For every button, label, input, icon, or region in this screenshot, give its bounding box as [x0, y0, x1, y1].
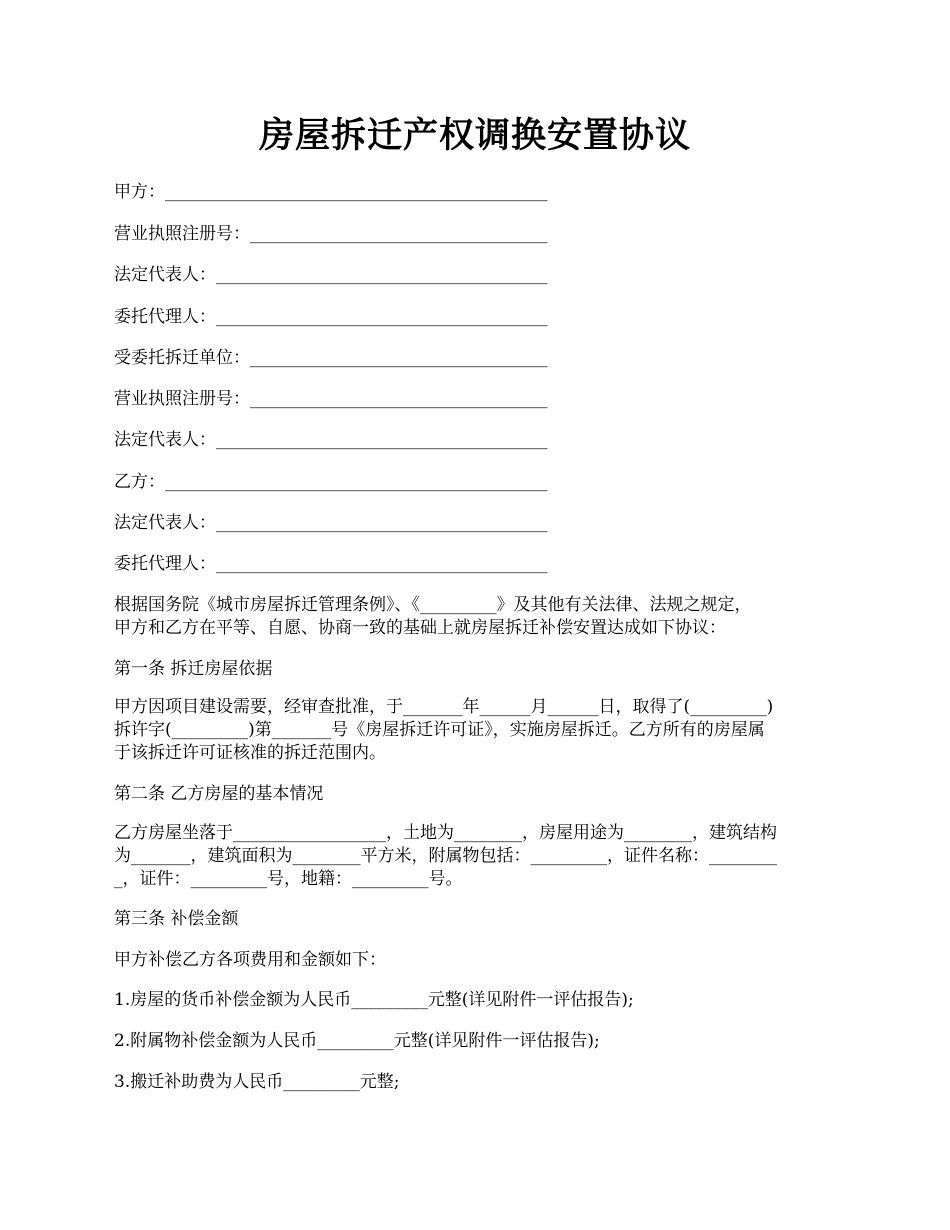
article3-heading: 第三条 补偿金额	[114, 909, 239, 929]
article1-body	[114, 696, 842, 765]
article1-line: 甲方因项目建设需要，经审查批准，于_______年______月______日，取得了(_________)	[114, 697, 774, 717]
field-agent-a: 委托代理人：_______________________________________	[114, 307, 548, 327]
intro-line: 甲方和乙方在平等、自愿、协商一致的基础上就房屋拆迁补偿安置达成如下协议：	[114, 618, 726, 638]
compensation-item: 1.房屋的货币补偿金额为人民币_________元整(详见附件一评估报告);	[114, 990, 634, 1010]
field-legal-rep-a: 法定代表人：_______________________________________	[114, 265, 548, 285]
article2-heading: 第二条 乙方房屋的基本情况	[114, 784, 324, 804]
field-party-b: 乙方：_____________________________________________	[114, 472, 548, 492]
document-title: 房屋拆迁产权调换安置协议	[258, 115, 691, 156]
article2-body	[114, 822, 842, 891]
article1-heading: 第一条 拆迁房屋依据	[114, 659, 273, 679]
article3-intro: 甲方补偿乙方各项费用和金额如下：	[114, 950, 386, 970]
article1-line: 于该拆迁许可证核准的拆迁范围内。	[114, 743, 386, 763]
intro-line: 根据国务院《城市房屋拆迁管理条例》、《_________》及其他有关法律、法规之规定，	[114, 595, 752, 615]
field-party-a: 甲方：_____________________________________________	[114, 182, 548, 202]
field-legal-rep-b: 法定代表人：_______________________________________	[114, 513, 548, 533]
article2-line: 乙方房屋坐落于__________________，土地为________，房屋用途为________，建筑结构	[114, 823, 777, 843]
field-business-license-a: 营业执照注册号：___________________________________	[114, 224, 548, 244]
field-agent-b: 委托代理人：_______________________________________	[114, 554, 548, 574]
intro-paragraph	[114, 594, 842, 640]
article2-line: 为_______，建筑面积为________平方米，附属物包括：_________，证件名称：________	[114, 846, 777, 866]
compensation-item: 2.附属物补偿金额为人民币_________元整(详见附件一评估报告);	[114, 1031, 600, 1051]
field-entrusted-unit: 受委托拆迁单位：___________________________________	[114, 348, 548, 368]
field-legal-rep-unit: 法定代表人：_______________________________________	[114, 430, 548, 450]
field-business-license-unit: 营业执照注册号：___________________________________	[114, 389, 548, 409]
article1-line: 拆许字(_________)第_______号《房屋拆迁许可证》，实施房屋拆迁。乙方所有的房屋属	[114, 720, 765, 740]
compensation-item: 3.搬迁补助费为人民币_________元整;	[114, 1072, 400, 1092]
article2-line: _，证件：_________号，地籍：_________号。	[114, 869, 463, 889]
